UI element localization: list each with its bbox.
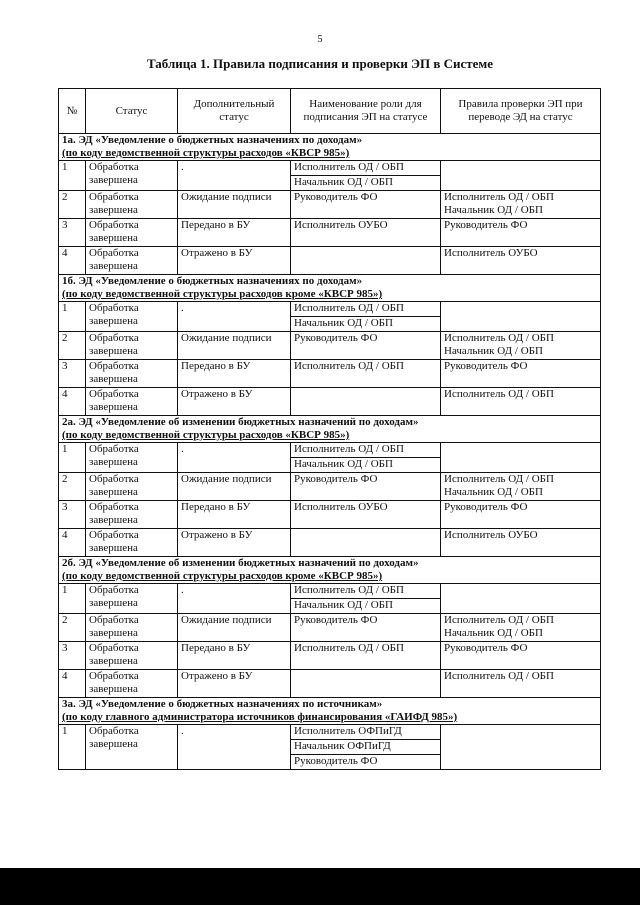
row-extra-status: Ожидание подписи (178, 473, 291, 501)
table-row (59, 473, 601, 501)
row-extra-status: . (178, 443, 291, 473)
section-header (59, 275, 601, 302)
page-title: Таблица 1. Правила подписания и проверки ЭП в Системе (146, 56, 494, 71)
row-status: Обработка завершена (86, 584, 178, 614)
table-row (59, 161, 601, 191)
row-roles (291, 501, 441, 529)
row-num: 4 (59, 388, 86, 416)
row-num: 1 (59, 302, 86, 332)
role-item: Исполнитель ОД / ОБП (294, 161, 404, 173)
row-status: Обработка завершена (86, 191, 178, 219)
table-row (59, 670, 601, 698)
role-item: Исполнитель ОД / ОБП (294, 360, 404, 372)
table-row (59, 247, 601, 275)
table-row (59, 642, 601, 670)
check-item: Исполнитель ОУБО (444, 529, 538, 541)
table-row (59, 725, 601, 770)
role-item: Руководитель ФО (294, 614, 378, 626)
row-status: Обработка завершена (86, 388, 178, 416)
row-roles (291, 161, 441, 191)
row-checks (441, 388, 601, 416)
section-line2: (по коду ведомственной структуры расходов «КВСР 985») (62, 147, 350, 159)
row-status: Обработка завершена (86, 247, 178, 275)
section-header (59, 416, 601, 443)
role-item: Начальник ОД / ОБП (291, 175, 440, 190)
check-item: Исполнитель ОД / ОБП (444, 670, 554, 682)
header-check-rules: Правила проверки ЭП при переводе ЭД на статус (441, 89, 601, 134)
row-extra-status: . (178, 302, 291, 332)
row-status: Обработка завершена (86, 360, 178, 388)
section-title (59, 134, 601, 161)
row-checks (441, 584, 601, 614)
row-roles (291, 614, 441, 642)
section-line1: 2б. ЭД «Уведомление об изменении бюджетных назначений по доходам» (62, 557, 419, 569)
row-roles (291, 642, 441, 670)
row-roles (291, 584, 441, 614)
role-item: Исполнитель ОУБО (294, 219, 388, 231)
section-line1: 3а. ЭД «Уведомление о бюджетных назначениях по источникам» (62, 698, 383, 710)
row-roles (291, 247, 441, 275)
check-item: Руководитель ФО (444, 360, 528, 372)
role-item: Исполнитель ОД / ОБП (294, 302, 404, 314)
row-num: 3 (59, 642, 86, 670)
row-num: 2 (59, 332, 86, 360)
section-header (59, 134, 601, 161)
row-roles (291, 670, 441, 698)
row-extra-status: . (178, 584, 291, 614)
row-num: 1 (59, 161, 86, 191)
section-title (59, 557, 601, 584)
check-item: Руководитель ФО (444, 501, 528, 513)
row-extra-status: Ожидание подписи (178, 191, 291, 219)
role-item: Руководитель ФО (294, 332, 378, 344)
row-roles (291, 332, 441, 360)
row-checks (441, 302, 601, 332)
row-checks (441, 725, 601, 770)
section-line1: 1б. ЭД «Уведомление о бюджетных назначениях по доходам» (62, 275, 363, 287)
row-status: Обработка завершена (86, 642, 178, 670)
header-role: Наименование роли для подписания ЭП на статусе (291, 89, 441, 134)
row-extra-status: Отражено в БУ (178, 529, 291, 557)
row-roles (291, 529, 441, 557)
row-num: 4 (59, 529, 86, 557)
row-extra-status: Отражено в БУ (178, 670, 291, 698)
row-checks (441, 529, 601, 557)
role-item: Начальник ОД / ОБП (291, 316, 440, 331)
table-row (59, 443, 601, 473)
scan-bottom-edge (0, 868, 640, 905)
table-row (59, 219, 601, 247)
row-checks (441, 473, 601, 501)
row-checks (441, 360, 601, 388)
table-row (59, 360, 601, 388)
row-checks (441, 247, 601, 275)
row-status: Обработка завершена (86, 725, 178, 770)
section-header (59, 698, 601, 725)
role-item: Начальник ОД / ОБП (291, 598, 440, 613)
row-extra-status: . (178, 161, 291, 191)
row-status: Обработка завершена (86, 219, 178, 247)
header-extra-status: Дополнительный статус (178, 89, 291, 134)
row-extra-status: Ожидание подписи (178, 614, 291, 642)
row-checks (441, 332, 601, 360)
row-roles (291, 473, 441, 501)
row-checks (441, 614, 601, 642)
rules-table (58, 88, 601, 770)
check-item: Руководитель ФО (444, 642, 528, 654)
row-num: 2 (59, 614, 86, 642)
table-header-row (59, 89, 601, 134)
table-row (59, 332, 601, 360)
row-status: Обработка завершена (86, 161, 178, 191)
row-num: 3 (59, 219, 86, 247)
row-checks (441, 501, 601, 529)
check-item: Начальник ОД / ОБП (444, 486, 543, 498)
row-num: 3 (59, 360, 86, 388)
row-extra-status: Отражено в БУ (178, 388, 291, 416)
table-row (59, 302, 601, 332)
table-row (59, 614, 601, 642)
role-item: Исполнитель ОУБО (294, 501, 388, 513)
table-row (59, 191, 601, 219)
row-status: Обработка завершена (86, 670, 178, 698)
row-checks (441, 670, 601, 698)
role-item: Исполнитель ОД / ОБП (294, 584, 404, 596)
header-status: Статус (86, 89, 178, 134)
row-extra-status: Ожидание подписи (178, 332, 291, 360)
row-num: 1 (59, 443, 86, 473)
row-extra-status: . (178, 725, 291, 770)
table-row (59, 529, 601, 557)
role-item: Исполнитель ОД / ОБП (294, 443, 404, 455)
check-item: Руководитель ФО (444, 219, 528, 231)
row-roles (291, 360, 441, 388)
row-num: 1 (59, 584, 86, 614)
row-checks (441, 443, 601, 473)
section-line2: (по коду ведомственной структуры расходов кроме «КВСР 985») (62, 570, 383, 582)
row-status: Обработка завершена (86, 332, 178, 360)
role-item: Руководитель ФО (294, 191, 378, 203)
section-header (59, 557, 601, 584)
row-roles (291, 388, 441, 416)
table-row (59, 584, 601, 614)
row-checks (441, 161, 601, 191)
row-extra-status: Передано в БУ (178, 501, 291, 529)
row-num: 2 (59, 473, 86, 501)
row-extra-status: Передано в БУ (178, 360, 291, 388)
row-num: 1 (59, 725, 86, 770)
table-row (59, 501, 601, 529)
row-num: 2 (59, 191, 86, 219)
check-item: Исполнитель ОД / ОБП (444, 332, 554, 344)
row-status: Обработка завершена (86, 501, 178, 529)
role-item: Исполнитель ОФПиГД (294, 725, 402, 737)
check-item: Исполнитель ОД / ОБП (444, 388, 554, 400)
row-status: Обработка завершена (86, 443, 178, 473)
section-line1: 1а. ЭД «Уведомление о бюджетных назначениях по доходам» (62, 134, 363, 146)
row-roles (291, 725, 441, 770)
row-extra-status: Отражено в БУ (178, 247, 291, 275)
table-row (59, 388, 601, 416)
row-status: Обработка завершена (86, 302, 178, 332)
row-extra-status: Передано в БУ (178, 219, 291, 247)
role-item: Руководитель ФО (291, 754, 440, 769)
row-status: Обработка завершена (86, 614, 178, 642)
section-line1: 2а. ЭД «Уведомление об изменении бюджетных назначений по доходам» (62, 416, 419, 428)
check-item: Исполнитель ОД / ОБП (444, 473, 554, 485)
section-title (59, 698, 601, 725)
row-roles (291, 191, 441, 219)
row-roles (291, 219, 441, 247)
row-num: 4 (59, 247, 86, 275)
role-item: Начальник ОД / ОБП (291, 457, 440, 472)
check-item: Исполнитель ОУБО (444, 247, 538, 259)
role-item: Руководитель ФО (294, 473, 378, 485)
row-roles (291, 302, 441, 332)
check-item: Начальник ОД / ОБП (444, 627, 543, 639)
row-roles (291, 443, 441, 473)
row-checks (441, 642, 601, 670)
role-item: Начальник ОФПиГД (291, 739, 440, 754)
check-item: Начальник ОД / ОБП (444, 345, 543, 357)
section-title (59, 275, 601, 302)
row-status: Обработка завершена (86, 473, 178, 501)
row-status: Обработка завершена (86, 529, 178, 557)
section-title (59, 416, 601, 443)
role-item: Исполнитель ОД / ОБП (294, 642, 404, 654)
check-item: Начальник ОД / ОБП (444, 204, 543, 216)
row-checks (441, 219, 601, 247)
row-num: 3 (59, 501, 86, 529)
row-checks (441, 191, 601, 219)
row-num: 4 (59, 670, 86, 698)
page-number: 5 (317, 34, 323, 45)
row-extra-status: Передано в БУ (178, 642, 291, 670)
check-item: Исполнитель ОД / ОБП (444, 191, 554, 203)
section-line2: (по коду главного администратора источников финансирования «ГАИФД 985») (62, 711, 458, 723)
header-num: № (59, 89, 86, 134)
section-line2: (по коду ведомственной структуры расходов кроме «КВСР 985») (62, 288, 383, 300)
section-line2: (по коду ведомственной структуры расходов «КВСР 985») (62, 429, 350, 441)
check-item: Исполнитель ОД / ОБП (444, 614, 554, 626)
